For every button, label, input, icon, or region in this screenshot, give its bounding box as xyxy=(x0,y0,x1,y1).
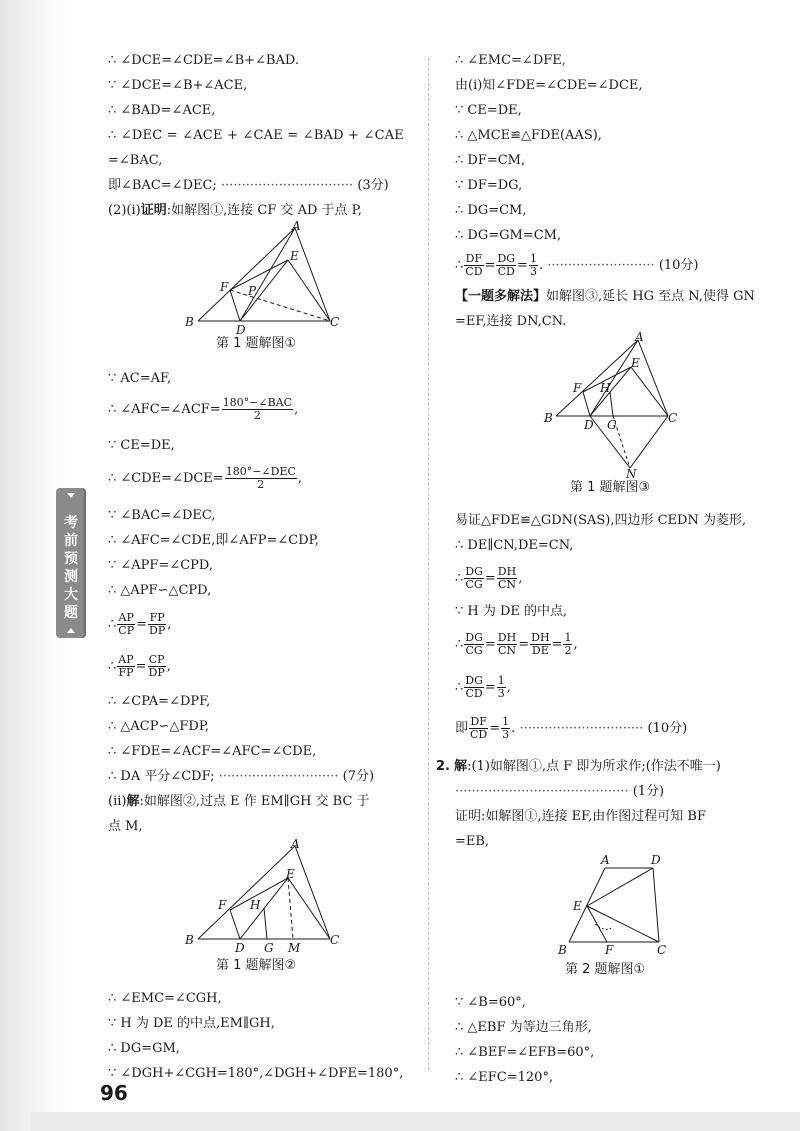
point-label: F xyxy=(220,280,229,294)
segment-hg xyxy=(264,908,267,939)
text-line: ∴ $\frac{DG}{CG}$ = $\frac{DH}{CN}$ , xyxy=(455,565,523,591)
point-label: H xyxy=(600,381,611,395)
segment-ec xyxy=(587,906,659,942)
point-label: M xyxy=(288,941,301,955)
point-label: C xyxy=(330,315,340,329)
point-label: E xyxy=(631,356,640,370)
figure-caption: 第 1 题解图① xyxy=(216,336,297,351)
fraction: $\frac{DG}{CD}$ xyxy=(497,252,516,278)
fraction: $\frac{DH}{DE}$ xyxy=(531,631,550,657)
text-line: 即∠BAC=∠DEC; ································ (3分) xyxy=(108,178,389,193)
text-line xyxy=(455,783,664,801)
text-line: (2)(i)证明:如解图①,连接 CF 交 AD 于点 P, xyxy=(108,203,362,218)
point-label: A xyxy=(635,330,644,344)
text-line: ∴ △ACP∽△FDP, xyxy=(108,719,210,734)
text-line: ∴ ∠CPA=∠DPF, xyxy=(108,694,211,709)
segment-ab xyxy=(198,846,295,939)
text-line: ∴ $\frac{AP}{CP}$ = $\frac{FP}{DP}$ , xyxy=(108,611,172,637)
segment-fd xyxy=(230,910,240,939)
fraction: $\frac{CP}{DP}$ xyxy=(148,653,165,679)
fraction: $\frac{DG}{CD}$ xyxy=(465,674,483,700)
segment-ac xyxy=(638,340,668,416)
segment-fe xyxy=(230,260,288,290)
fraction: $\frac{\text{180°−∠DEC}}{2}$ xyxy=(225,465,296,491)
point-label: C xyxy=(668,411,678,425)
figure-caption: 第 1 题解图② xyxy=(216,958,297,973)
point-label: C xyxy=(330,933,340,947)
text-line: ∵ ∠B=60°, xyxy=(455,995,526,1010)
fraction: $\frac{1}{3}$ xyxy=(529,252,537,278)
question-number: 2. xyxy=(436,759,450,774)
text-line: =EF,连接 DN,CN. xyxy=(455,314,567,329)
text-line: ∴ ∠CDE=∠DCE= $\frac{\text{180°−∠DEC}}{2}$ , xyxy=(108,465,303,491)
point-label: D xyxy=(584,418,594,432)
score: (1分) xyxy=(632,784,665,799)
fraction: $\frac{AP}{FP}$ xyxy=(118,653,134,679)
point-label: N xyxy=(626,467,637,478)
text-line: ∴ ∠DEC = ∠ACE + ∠CAE = ∠BAD + ∠CAE xyxy=(108,128,404,143)
fraction: $\frac{DH}{CN}$ xyxy=(497,565,517,591)
point-label: B xyxy=(185,933,194,947)
leader-dots: ····························· xyxy=(214,769,343,784)
point-label: H xyxy=(250,898,261,912)
figure-caption: 第 1 题解图③ xyxy=(570,480,651,495)
segment-cn xyxy=(630,416,668,468)
text-line: 证明:如解图①,连接 EF,由作图过程可知 BF xyxy=(455,809,706,824)
text-line: ∴ ∠BEF=∠EFB=60°, xyxy=(455,1045,595,1060)
point-label: F xyxy=(573,381,582,395)
point-label: A xyxy=(291,838,300,851)
segment-de xyxy=(590,367,631,416)
segment-fd xyxy=(230,290,240,321)
text-line: ∴ ∠EFC=120°, xyxy=(455,1070,554,1085)
text-line: ∵ ∠APF=∠CPD, xyxy=(108,558,214,573)
score: (7分) xyxy=(342,769,375,784)
text-line: ∴ $\frac{DF}{CD}$ = $\frac{DG}{CD}$ = $\frac{1}{3}$ . ·························· (10分) xyxy=(455,252,699,278)
fraction: $\frac{DF}{CD}$ xyxy=(470,715,488,741)
point-label: A xyxy=(601,853,610,867)
text-line: ∴ DF=CM, xyxy=(455,153,526,168)
text-line: ∴ $\frac{DG}{CG}$ = $\frac{DH}{CN}$ = $\frac{DH}{DE}$ = $\frac{1}{2}$ , xyxy=(455,631,578,657)
point-label: E xyxy=(286,867,295,881)
point-label: G xyxy=(264,941,274,955)
text-line: ∴ △EBF 为等边三角形, xyxy=(455,1020,592,1035)
figure-caption: 第 2 题解图① xyxy=(565,962,646,977)
leader-dots: ·········································· xyxy=(455,784,633,799)
segment-ab xyxy=(198,228,295,321)
text-line: ∵ ∠DCE=∠B+∠ACE, xyxy=(108,78,248,93)
fraction: $\frac{DG}{CG}$ xyxy=(465,631,483,657)
text-line: 由(i)知∠FDE=∠CDE=∠DCE, xyxy=(455,78,643,93)
leader-dots: ································ xyxy=(216,178,358,193)
text-line: ∴ ∠FDE=∠ACF=∠AFC=∠CDE, xyxy=(108,744,317,759)
text-line: 易证△FDE≌△GDN(SAS),四边形 CEDN 为菱形, xyxy=(455,513,747,528)
leader-dots: ······························ xyxy=(515,721,648,736)
text-line: ∴ DA 平分∠CDF; ····························· (7分) xyxy=(108,769,375,784)
geometry-figure-1 xyxy=(180,218,350,338)
fraction: $\frac{1}{3}$ xyxy=(502,715,510,741)
text-line: ∴ ∠EMC=∠DFE, xyxy=(455,53,566,68)
text-line: ∴ DG=GM=CM, xyxy=(455,228,562,243)
score: (10分) xyxy=(658,258,699,273)
fraction: $\frac{DH}{CN}$ xyxy=(497,631,517,657)
text-line: ∵ H 为 DE 的中点,EM∥GH, xyxy=(108,1016,275,1031)
fraction: $\frac{DG}{CG}$ xyxy=(465,565,483,591)
text-line: ∴ △MCE≌△FDE(AAS), xyxy=(455,128,602,143)
segment-dc xyxy=(653,868,659,942)
point-label: G xyxy=(607,418,617,432)
text-line: 【一题多解法】如解图③,延长 HG 至点 N,使得 GN xyxy=(455,289,755,304)
page-number: 96 xyxy=(100,1081,128,1105)
text-line: ∵ CE=DE, xyxy=(108,438,175,453)
point-label: B xyxy=(544,411,553,425)
text-line: ∵ DF=DG, xyxy=(455,178,523,193)
text-line: 点 M, xyxy=(108,819,143,834)
segment-ec xyxy=(288,878,330,939)
geometry-figure-3 xyxy=(538,330,688,478)
triangle-up-icon xyxy=(67,628,75,633)
text-line: ∴ DG=GM, xyxy=(108,1041,180,1056)
side-tab xyxy=(56,488,86,638)
text-line: (ii)解:如解图②,过点 E 作 EM∥GH 交 BC 于 xyxy=(108,794,370,809)
point-label: C xyxy=(657,943,667,957)
point-label: P xyxy=(248,284,257,298)
point-label: B xyxy=(558,943,567,957)
fraction: $\frac{\text{180°−∠BAC}}{2}$ xyxy=(222,396,293,422)
fraction: $\frac{1}{2}$ xyxy=(564,631,572,657)
text-line: ∴ $\frac{DG}{CD}$ = $\frac{1}{3}$ , xyxy=(455,674,511,700)
page-bottom-edge xyxy=(30,1112,800,1131)
segment-ad xyxy=(240,228,295,321)
point-label: D xyxy=(235,941,245,955)
side-tab-label: 考 前 预 测 大 题 xyxy=(64,515,78,621)
segment-ed xyxy=(587,868,653,906)
text-line: ∴ $\frac{AP}{FP}$ = $\frac{CP}{DP}$ , xyxy=(108,653,171,679)
point-label: D xyxy=(236,323,246,337)
segment-ec xyxy=(288,260,330,321)
segment-em xyxy=(288,878,293,939)
segment-fc xyxy=(230,290,330,321)
segment-ac xyxy=(295,846,330,939)
text-line: 即 $\frac{DF}{CD}$ = $\frac{1}{3}$ . ······························ (10分) xyxy=(455,715,688,741)
fraction: $\frac{AP}{CP}$ xyxy=(118,611,135,637)
text-line: ∵ H 为 DE 的中点, xyxy=(455,604,568,619)
point-label: D xyxy=(651,853,661,867)
text-line: ∴ ∠BAD=∠ACE, xyxy=(108,103,216,118)
point-label: E xyxy=(573,899,582,913)
point-label: A xyxy=(292,219,301,233)
text-line: ∴ DE∥CN,DE=CN, xyxy=(455,538,574,553)
text-line: 2. 解:(1)如解图①,点 F 即为所求作;(作法不唯一) xyxy=(436,759,721,774)
leader-dots: ·························· xyxy=(543,258,659,273)
text-line: ∴ DG=CM, xyxy=(455,203,527,218)
geometry-figure-4 xyxy=(555,852,675,960)
score: (10分) xyxy=(647,721,688,736)
point-label: B xyxy=(185,315,194,329)
text-line: ∴ ∠AFC=∠ACF= $\frac{\text{180°−∠BAC}}{2}$ , xyxy=(108,396,299,422)
point-label: F xyxy=(605,943,614,957)
point-label: F xyxy=(218,898,227,912)
segment-ac xyxy=(295,228,330,321)
column-divider xyxy=(428,58,429,1070)
text-line: ∵ ∠DGH+∠CGH=180°,∠DGH+∠DFE=180°, xyxy=(108,1066,404,1081)
text-line: ∵ ∠BAC=∠DEC, xyxy=(108,508,216,523)
text-line: ∵ CE=DE, xyxy=(455,103,522,118)
segment-ec xyxy=(631,367,668,416)
score: (3分) xyxy=(357,178,389,193)
text-line: =∠BAC, xyxy=(108,153,163,168)
triangle-down-icon xyxy=(67,493,75,498)
text-line: ∴ ∠EMC=∠CGH, xyxy=(108,991,222,1006)
text-line: ∴ ∠AFC=∠CDE,即∠AFP=∠CDP, xyxy=(108,533,319,548)
text-line: ∴ △APF∽△CPD, xyxy=(108,583,212,598)
fraction: $\frac{1}{3}$ xyxy=(497,674,505,700)
fraction: $\frac{FP}{DP}$ xyxy=(149,611,166,637)
text-line: ∴ ∠DCE=∠CDE=∠B+∠BAD. xyxy=(108,53,299,68)
text-line: =EB, xyxy=(455,834,490,849)
text-line: ∵ AC=AF, xyxy=(108,371,172,386)
segment-fd xyxy=(583,392,590,416)
point-label: E xyxy=(290,249,299,263)
geometry-figure-2 xyxy=(180,838,350,956)
segment-hg xyxy=(610,392,613,416)
fraction: $\frac{DF}{CD}$ xyxy=(465,252,483,278)
